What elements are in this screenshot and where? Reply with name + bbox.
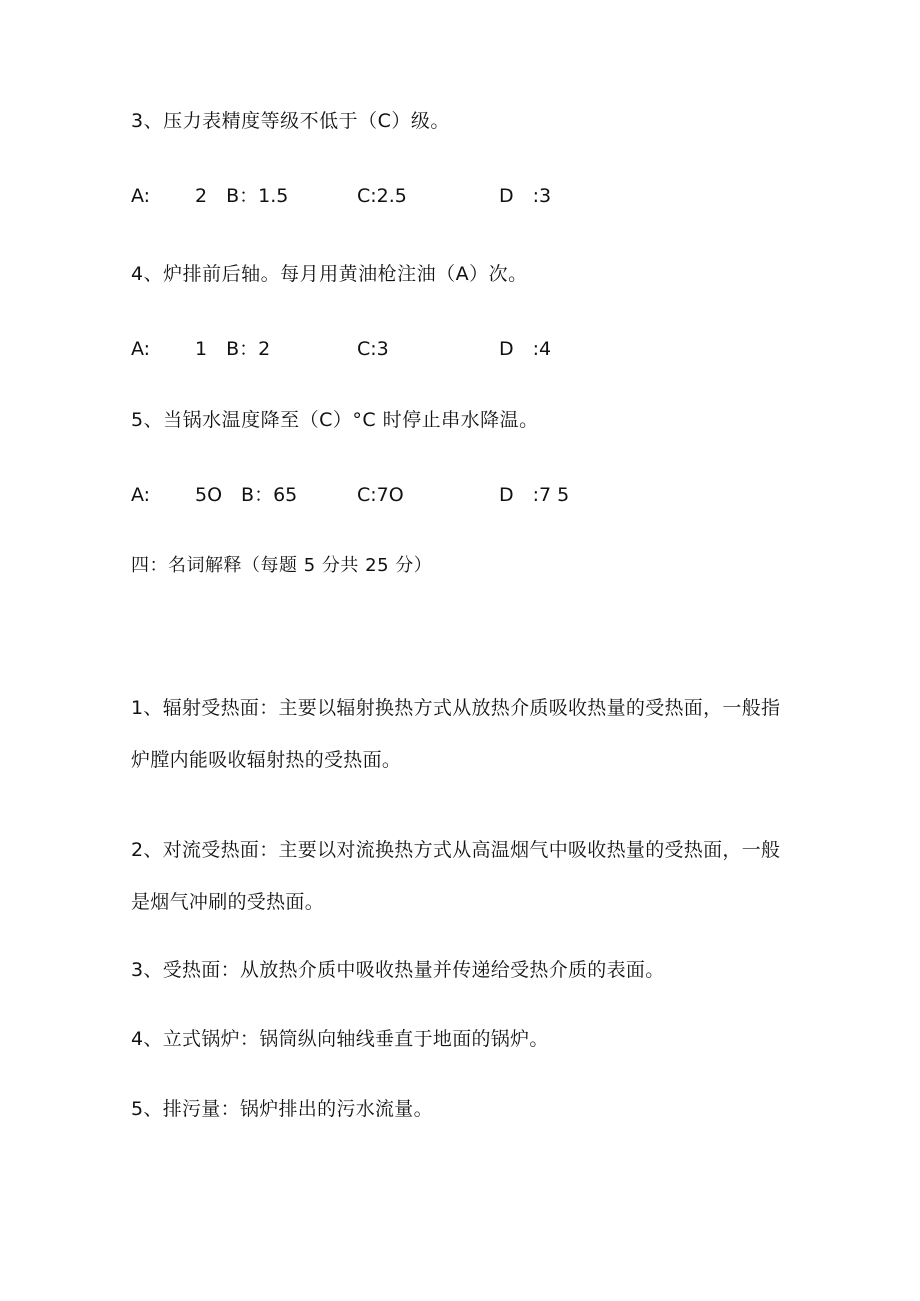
option-a: A:: [131, 185, 151, 207]
question-3-options: [131, 184, 831, 208]
question-4-options: [131, 337, 831, 361]
definition-1: 1、辐射受热面：主要以辐射换热方式从放热介质吸收热量的受热面，一般指炉膛内能吸收辐射热的受热面。: [131, 697, 781, 771]
option-b: 5O B：65: [195, 484, 298, 506]
option-d: D :4: [499, 338, 552, 360]
option-b: 1 B：2: [195, 338, 271, 360]
definition-4: 4、立式锅炉：锅筒纵向轴线垂直于地面的锅炉。: [131, 1028, 549, 1050]
section-heading: 四：名词解释（每题 5 分共 25 分）: [131, 555, 433, 576]
definition-5: 5、排污量：锅炉排出的污水流量。: [131, 1098, 433, 1120]
option-a: A:: [131, 338, 151, 360]
option-c: C:3: [357, 338, 389, 360]
option-c: C:2.5: [357, 185, 407, 207]
option-d: D :3: [499, 185, 552, 207]
option-d: D :7 5: [499, 484, 570, 506]
question-5-stem: 5、当锅水温度降至（C）°C 时停止串水降温。: [131, 409, 539, 431]
question-4-stem: 4、炉排前后轴。每月用黄油枪注油（A）次。: [131, 263, 528, 285]
option-b: 2 B：1.5: [195, 185, 289, 207]
question-5-options: [131, 483, 831, 507]
definition-3: 3、受热面：从放热介质中吸收热量并传递给受热介质的表面。: [131, 959, 665, 981]
option-c: C:7O: [357, 484, 404, 506]
definition-2: 2、对流受热面：主要以对流换热方式从高温烟气中吸收热量的受热面，一般是烟气冲刷的受热面。: [131, 839, 781, 913]
option-a: A:: [131, 484, 151, 506]
question-3-stem: 3、压力表精度等级不低于（C）级。: [131, 110, 450, 132]
